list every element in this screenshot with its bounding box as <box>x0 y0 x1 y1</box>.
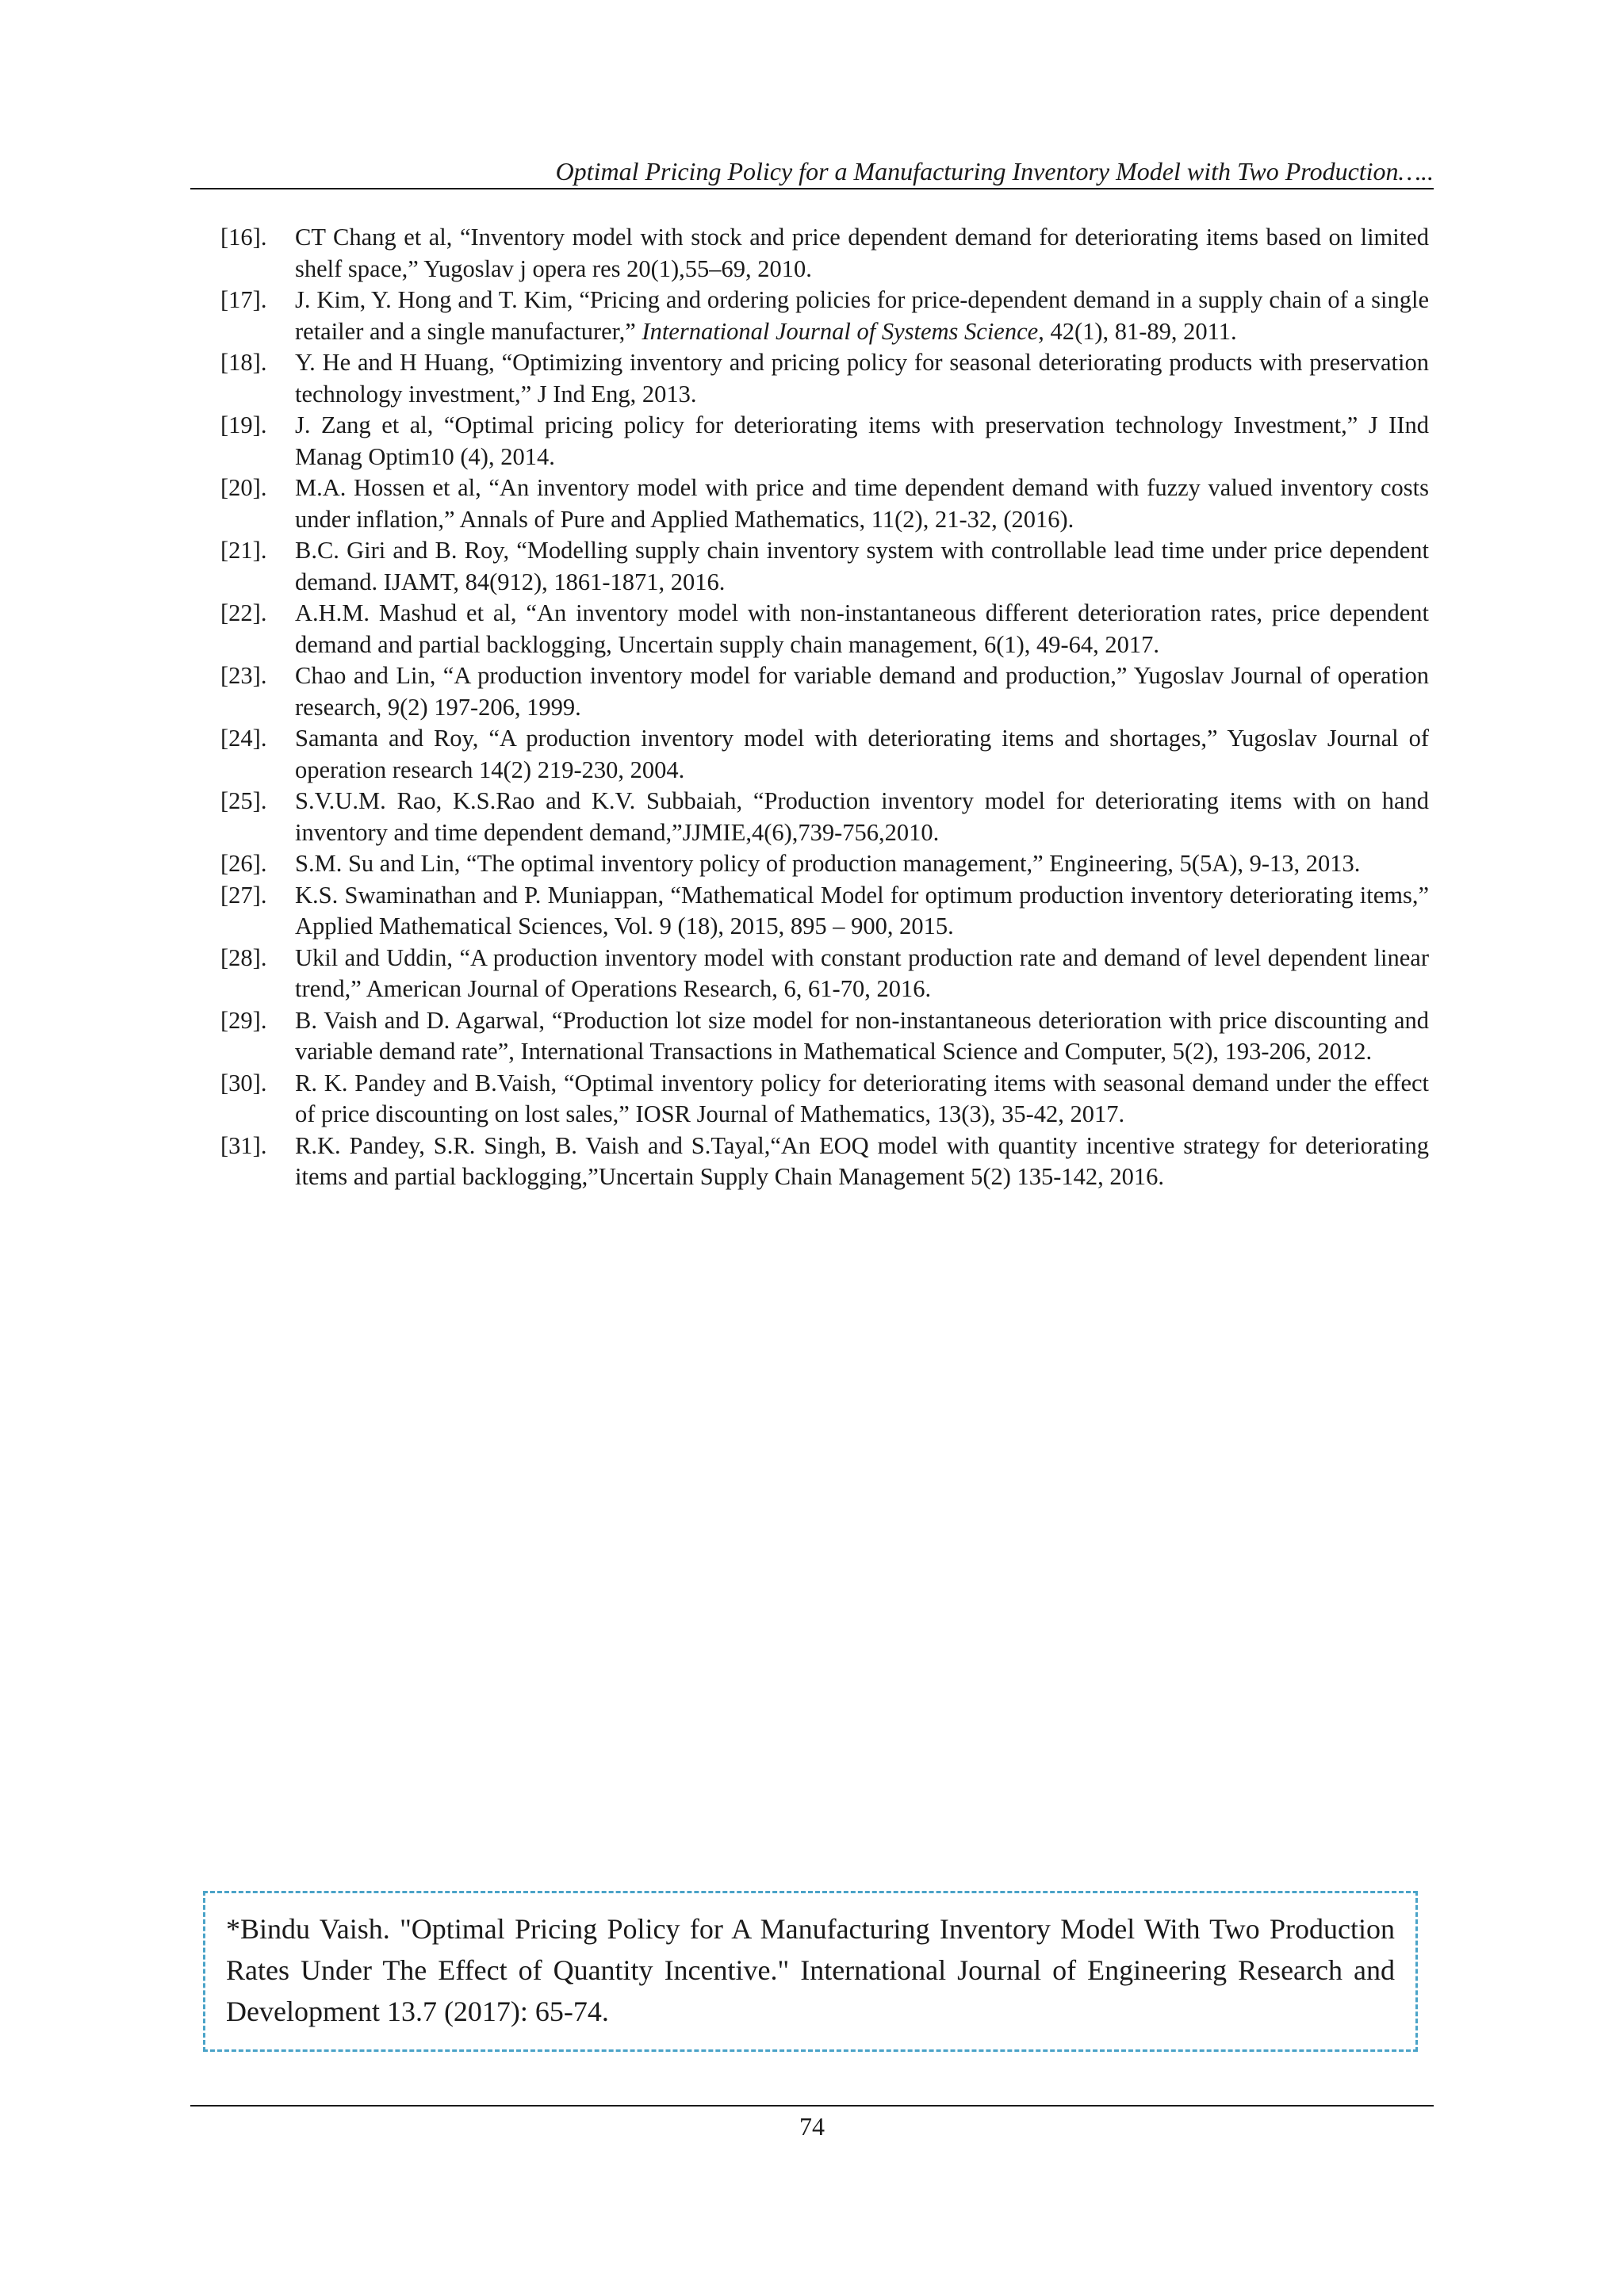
reference-text: M.A. Hossen et al, “An inventory model with price and time dependent demand with fuzzy valued inventory costs under inflation,” Annals of Pure and Applied Mathematics, 11(2), 21-32, (2016). <box>295 474 1429 533</box>
reference-item <box>220 535 1429 598</box>
page-number: 74 <box>799 2112 825 2141</box>
reference-item <box>220 347 1429 410</box>
reference-text: Chao and Lin, “A production inventory model for variable demand and production,” Yugoslav Journal of operation research, 9(2) 197-206, 1999. <box>295 662 1429 721</box>
reference-item <box>220 1131 1429 1193</box>
reference-text: Samanta and Roy, “A production inventory model with deteriorating items and shortages,” Yugoslav Journal of operation research 14(2) 219-230, 2004. <box>295 725 1429 783</box>
reference-number: [25]. <box>220 787 267 814</box>
reference-number: [24]. <box>220 725 267 752</box>
citation-text: *Bindu Vaish. "Optimal Pricing Policy for A Manufacturing Inventory Model With Two Production Rates Under The Effect of Quantity Incentive." International Journal of Engineering Research and Development 13.7 (2017): 65-74. <box>226 1913 1395 2027</box>
reference-number: [31]. <box>220 1131 267 1159</box>
reference-journal-italic: International Journal of Systems Science, <box>642 317 1044 345</box>
reference-item <box>220 1005 1429 1068</box>
reference-number: [22]. <box>220 599 267 626</box>
reference-item <box>220 598 1429 660</box>
reference-item <box>220 880 1429 943</box>
reference-text <box>295 285 1429 347</box>
header-rule <box>190 188 1434 189</box>
reference-item <box>220 723 1429 786</box>
reference-item <box>220 1068 1429 1131</box>
reference-text: S.V.U.M. Rao, K.S.Rao and K.V. Subbaiah, “Production inventory model for deteriorating items with on hand inventory and time dependent demand,”JJMIE,4(6),739-756,2010. <box>295 787 1429 846</box>
reference-item <box>220 786 1429 848</box>
reference-text-tail: 42(1), 81-89, 2011. <box>1044 317 1237 345</box>
reference-text: CT Chang et al, “Inventory model with stock and price dependent demand for deteriorating items based on limited shelf space,” Yugoslav j opera res 20(1),55–69, 2010. <box>295 224 1429 282</box>
reference-item <box>220 285 1429 347</box>
reference-text: B. Vaish and D. Agarwal, “Production lot size model for non-instantaneous deterioration with price discounting and variable demand rate”, International Transactions in Mathematical Science and Computer, 5(2), 193-206, 2012. <box>295 1006 1429 1065</box>
reference-item <box>220 848 1429 880</box>
reference-item <box>220 660 1429 723</box>
citation-box <box>203 1891 1418 2052</box>
footer-rule <box>190 2105 1434 2107</box>
reference-list <box>220 222 1429 1193</box>
reference-text: S.M. Su and Lin, “The optimal inventory policy of production management,” Engineering, 5(5A), 9-13, 2013. <box>295 850 1361 877</box>
reference-text: K.S. Swaminathan and P. Muniappan, “Mathematical Model for optimum production inventory deteriorating items,” Applied Mathematical Sciences, Vol. 9 (18), 2015, 895 – 900, 2015. <box>295 881 1429 939</box>
reference-number: [21]. <box>220 537 267 564</box>
reference-number: [18]. <box>220 349 267 376</box>
reference-item <box>220 473 1429 535</box>
reference-number: [26]. <box>220 850 267 877</box>
reference-text: Y. He and H Huang, “Optimizing inventory and pricing policy for seasonal deteriorating products with preservation technology investment,” J Ind Eng, 2013. <box>295 349 1429 408</box>
reference-number: [23]. <box>220 662 267 689</box>
reference-text: J. Zang et al, “Optimal pricing policy for deteriorating items with preservation technology Investment,” J IInd Manag Optim10 (4), 2014. <box>295 411 1429 470</box>
reference-item <box>220 943 1429 1005</box>
reference-text: A.H.M. Mashud et al, “An inventory model with non-instantaneous different deterioration rates, price dependent demand and partial backlogging, Uncertain supply chain management, 6(1), 49-64, 2017. <box>295 599 1429 658</box>
reference-number: [17]. <box>220 286 267 313</box>
running-header: Optimal Pricing Policy for a Manufacturing Inventory Model with Two Production….. <box>555 157 1434 186</box>
reference-text: Ukil and Uddin, “A production inventory model with constant production rate and demand of level dependent linear trend,” American Journal of Operations Research, 6, 61-70, 2016. <box>295 943 1429 1002</box>
reference-number: [28]. <box>220 943 267 971</box>
reference-number: [16]. <box>220 224 267 251</box>
reference-number: [27]. <box>220 881 267 909</box>
reference-text: B.C. Giri and B. Roy, “Modelling supply chain inventory system with controllable lead time under price dependent demand. IJAMT, 84(912), 1861-1871, 2016. <box>295 537 1429 595</box>
reference-text: R.K. Pandey, S.R. Singh, B. Vaish and S.Tayal,“An EOQ model with quantity incentive strategy for deteriorating items and partial backlogging,”Uncertain Supply Chain Management 5(2) 135-142, 2016. <box>295 1131 1429 1190</box>
reference-number: [20]. <box>220 474 267 501</box>
reference-number: [29]. <box>220 1006 267 1034</box>
reference-text-main: J. Kim, Y. Hong and T. Kim, “Pricing and ordering policies for price-dependent demand in a supply chain of a single retailer and a single manufacturer,” <box>295 286 1429 345</box>
reference-number: [19]. <box>220 411 267 438</box>
reference-item <box>220 410 1429 473</box>
reference-number: [30]. <box>220 1069 267 1096</box>
reference-text: R. K. Pandey and B.Vaish, “Optimal inventory policy for deteriorating items with seasonal demand under the effect of price discounting on lost sales,” IOSR Journal of Mathematics, 13(3), 35-42, 2017. <box>295 1069 1429 1127</box>
reference-item <box>220 222 1429 285</box>
